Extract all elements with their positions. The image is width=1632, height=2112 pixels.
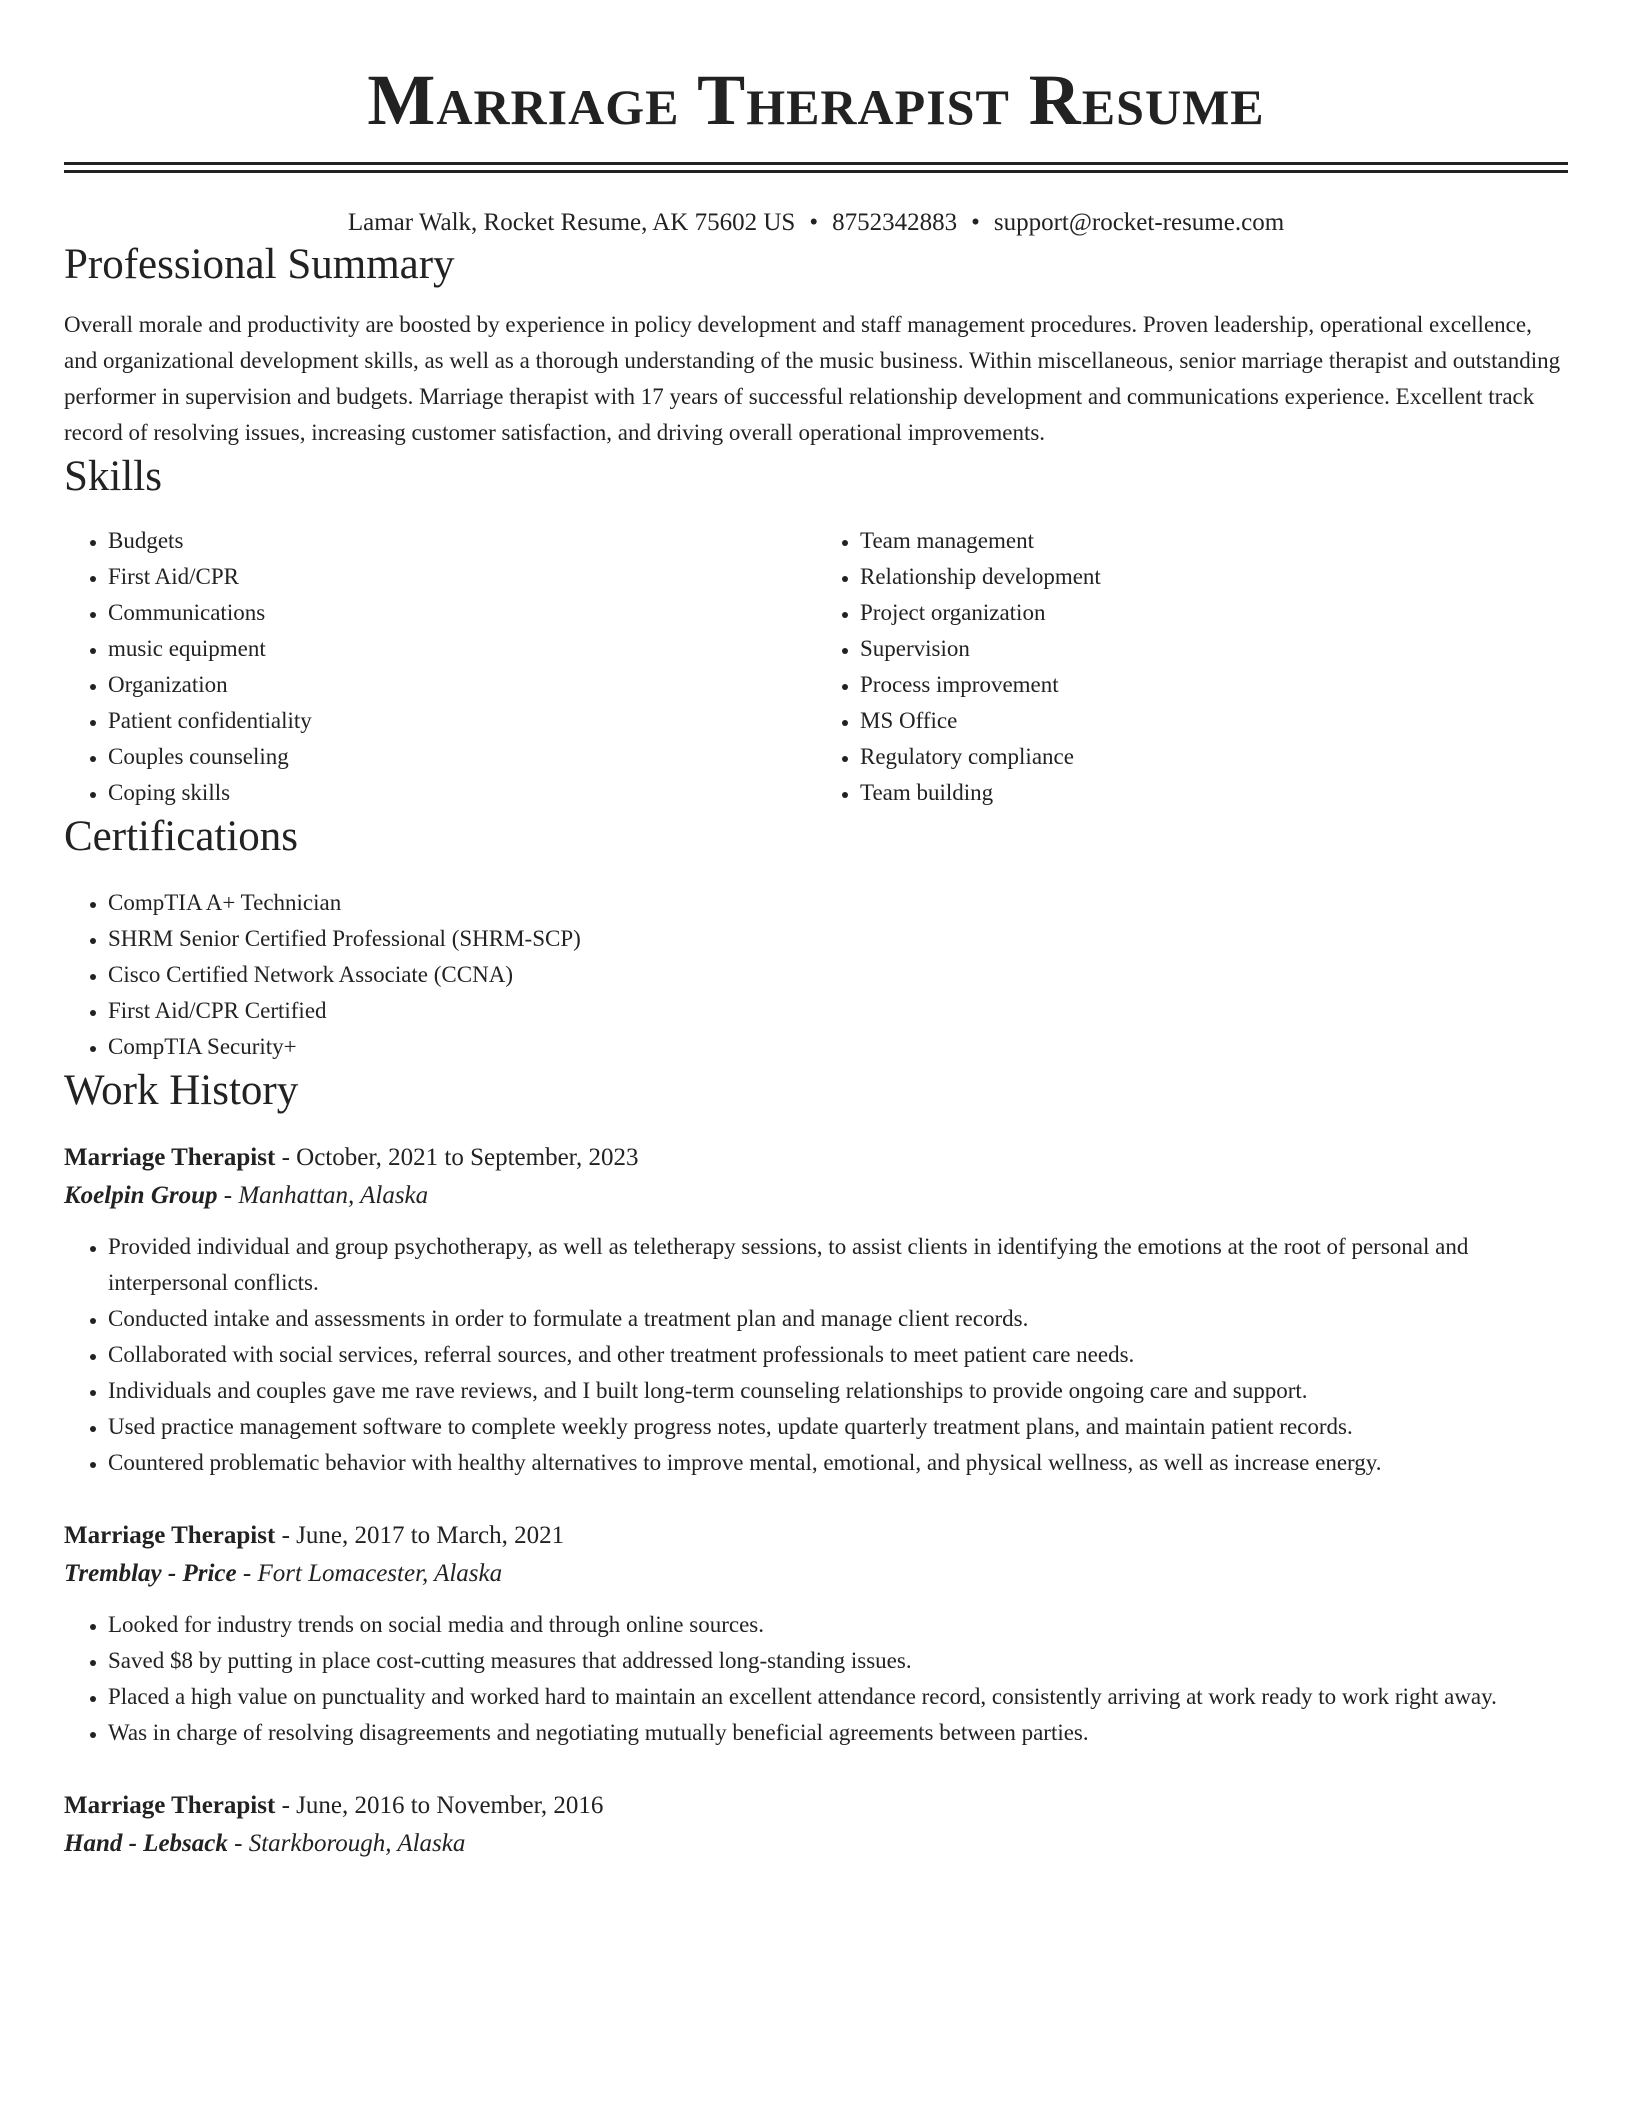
job-location: Manhattan, Alaska	[238, 1182, 429, 1209]
skill-item: • Coping skills	[108, 775, 816, 811]
job-bullet: • Individuals and couples gave me rave reviews, and I built long-term counseling relationships to provide ongoing care and support.	[108, 1373, 1568, 1409]
certifications-list	[64, 885, 1568, 1065]
skill-item: • Couples counseling	[108, 739, 816, 775]
job-title-line: Marriage Therapist - June, 2016 to November, 2016	[64, 1792, 604, 1819]
work-history-heading: Work History	[64, 1067, 299, 1114]
skills-grid	[64, 523, 1568, 811]
resume-title: Marriage Therapist Resume	[367, 60, 1265, 140]
job-entry	[64, 1787, 1568, 1863]
skill-item: • Patient confidentiality	[108, 703, 816, 739]
job-bullet: • Looked for industry trends on social media and through online sources.	[108, 1607, 1568, 1643]
job-location: Starkborough, Alaska	[248, 1830, 466, 1857]
certification-item: • SHRM Senior Certified Professional (SHRM-SCP)	[108, 921, 1568, 957]
job-employer-line: Koelpin Group - Manhattan, Alaska	[64, 1182, 429, 1209]
skill-item: • Communications	[108, 595, 816, 631]
certifications-heading: Certifications	[64, 813, 299, 860]
job-bullet: • Provided individual and group psychotherapy, as well as teletherapy sessions, to assist clients in identifying the emotions at the root of personal and interpersonal conflicts.	[108, 1229, 1568, 1301]
job-entry	[64, 1139, 1568, 1481]
job-role: Marriage Therapist	[64, 1144, 276, 1171]
certification-item: • Cisco Certified Network Associate (CCNA)	[108, 957, 1568, 993]
certification-item: • CompTIA A+ Technician	[108, 885, 1568, 921]
contact-phone: 8752342883	[832, 209, 958, 236]
contact-separator: •	[809, 209, 819, 236]
divider-line-top	[64, 162, 1568, 165]
job-bullet: • Collaborated with social services, referral sources, and other treatment professionals to meet patient care needs.	[108, 1337, 1568, 1373]
divider-line-bottom	[64, 170, 1568, 173]
title-divider	[64, 162, 1568, 173]
job-dates: June, 2016 to November, 2016	[296, 1792, 604, 1819]
job-employer: Hand - Lebsack	[64, 1830, 228, 1857]
job-dates: June, 2017 to March, 2021	[296, 1522, 565, 1549]
job-bullet: • Conducted intake and assessments in order to formulate a treatment plan and manage client records.	[108, 1301, 1568, 1337]
skill-item: • Regulatory compliance	[860, 739, 1568, 775]
skill-item: • MS Office	[860, 703, 1568, 739]
skill-item: • Process improvement	[860, 667, 1568, 703]
job-employer: Koelpin Group	[64, 1182, 218, 1209]
certification-item: • CompTIA Security+	[108, 1029, 1568, 1065]
contact-separator: •	[971, 209, 980, 236]
skill-item: • Budgets	[108, 523, 816, 559]
skills-list-left	[64, 523, 816, 811]
contact-address: Lamar Walk, Rocket Resume, AK 75602 US	[347, 209, 796, 236]
job-role: Marriage Therapist	[64, 1792, 276, 1819]
job-bullets	[64, 1607, 1568, 1751]
job-title-line: Marriage Therapist - June, 2017 to March, 2021	[64, 1522, 565, 1549]
job-employer-line: Tremblay - Price - Fort Lomacester, Alaska	[64, 1560, 503, 1587]
contact-email: support@rocket-resume.com	[993, 209, 1285, 236]
contact-line	[64, 207, 1568, 239]
summary-heading: Professional Summary	[64, 241, 455, 288]
job-employer: Tremblay - Price	[64, 1560, 237, 1587]
skill-item: • Team building	[860, 775, 1568, 811]
skills-heading: Skills	[64, 453, 162, 500]
job-bullets	[64, 1229, 1568, 1481]
summary-text: Overall morale and productivity are boosted by experience in policy development and staff management procedures. Proven leadership, operational excellence, and organizational development skills, as well as a thorough understanding of the music business. Within miscellaneous, senior marriage therapist and outstanding performer in supervision and budgets. Marriage therapist with 17 years of successful relationship development and communications experience. Excellent track record of resolving issues, increasing customer satisfaction, and driving overall operational improvements.	[64, 312, 1561, 445]
job-bullet: • Was in charge of resolving disagreements and negotiating mutually beneficial agreements between parties.	[108, 1715, 1568, 1751]
skill-item: • Project organization	[860, 595, 1568, 631]
job-dates: October, 2021 to September, 2023	[296, 1144, 639, 1171]
job-title-line: Marriage Therapist - October, 2021 to September, 2023	[64, 1144, 639, 1171]
skill-item: • Team management	[860, 523, 1568, 559]
job-role: Marriage Therapist	[64, 1522, 276, 1549]
skills-list-right	[816, 523, 1568, 811]
certification-item: • First Aid/CPR Certified	[108, 993, 1568, 1029]
skill-item: • Organization	[108, 667, 816, 703]
skill-item: • Supervision	[860, 631, 1568, 667]
job-entry	[64, 1517, 1568, 1751]
job-location: Fort Lomacester, Alaska	[257, 1560, 503, 1587]
skill-item: • First Aid/CPR	[108, 559, 816, 595]
job-bullet: • Placed a high value on punctuality and worked hard to maintain an excellent attendance record, consistently arriving at work ready to work right away.	[108, 1679, 1568, 1715]
skill-item: • music equipment	[108, 631, 816, 667]
job-bullet: • Used practice management software to complete weekly progress notes, update quarterly treatment plans, and maintain patient records.	[108, 1409, 1568, 1445]
job-employer-line: Hand - Lebsack - Starkborough, Alaska	[64, 1830, 466, 1857]
skill-item: • Relationship development	[860, 559, 1568, 595]
job-bullet: • Saved $8 by putting in place cost-cutting measures that addressed long-standing issues.	[108, 1643, 1568, 1679]
job-bullet: • Countered problematic behavior with healthy alternatives to improve mental, emotional, and physical wellness, as well as increase energy.	[108, 1445, 1568, 1481]
